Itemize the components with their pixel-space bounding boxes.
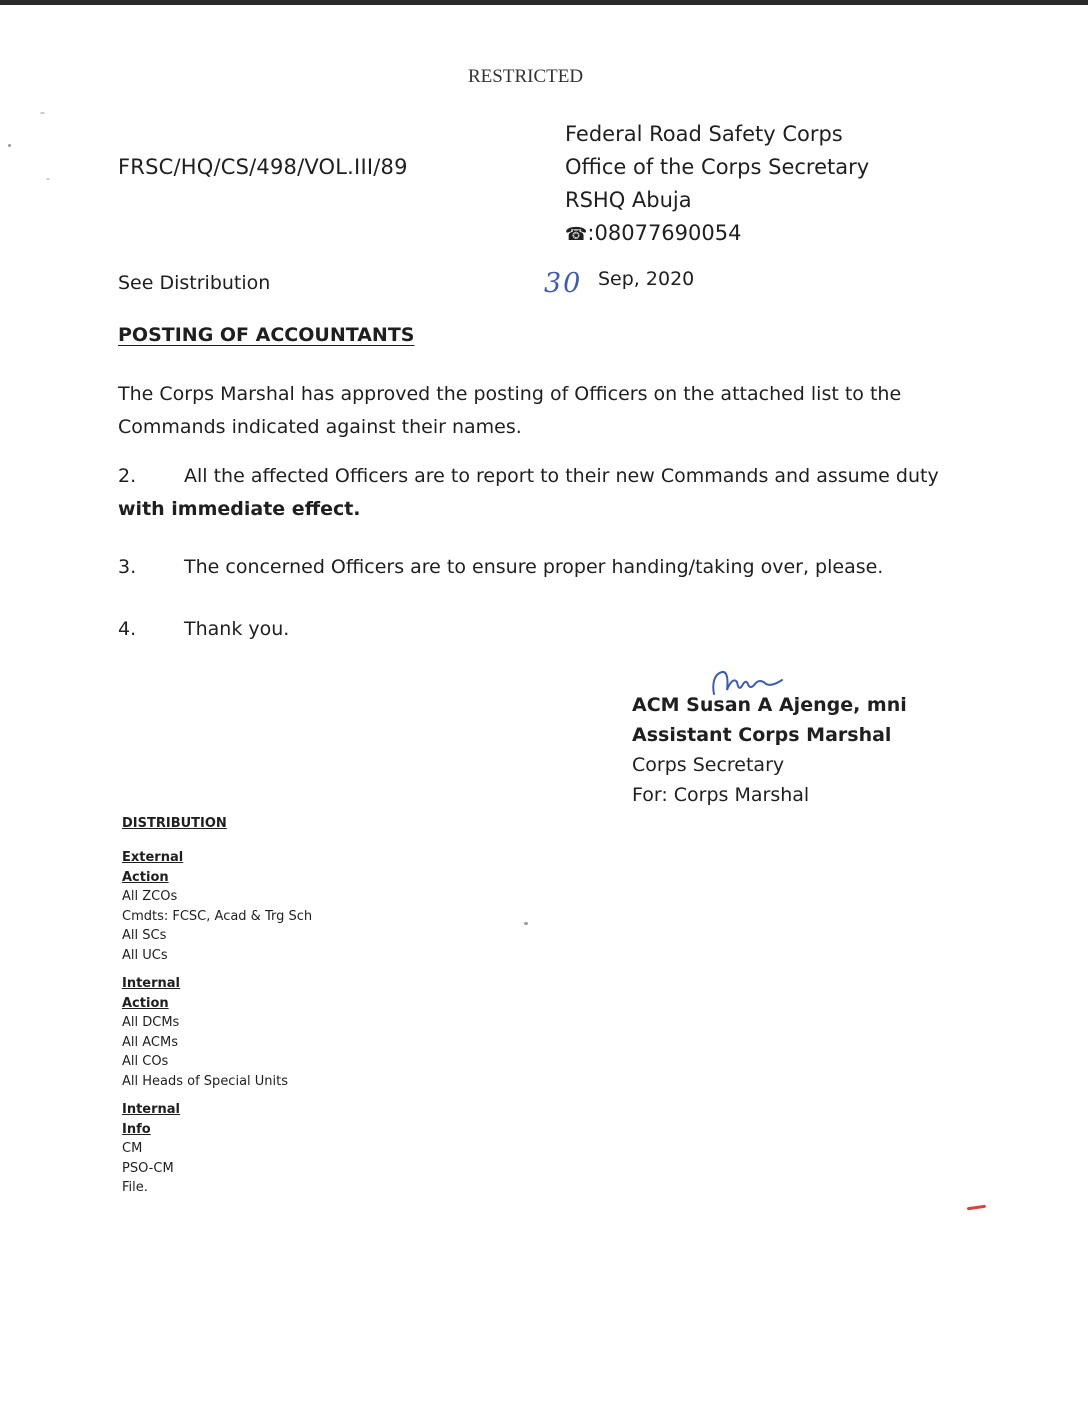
address-line-location: RSHQ Abuja [565, 188, 692, 212]
distribution-internal-info [122, 1100, 180, 1198]
scan-speck [46, 178, 50, 180]
signatory-name: ACM Susan A Ajenge, mni [632, 694, 907, 716]
paragraph-number: 4. [118, 618, 137, 640]
distribution-item: All DCMs [122, 1015, 180, 1030]
distribution-item: All UCs [122, 947, 168, 963]
distribution-item: Cmdts: FCSC, Acad & Trg Sch [122, 908, 313, 924]
signatory-position: Corps Secretary [632, 754, 785, 776]
reference-number: FRSC/HQ/CS/498/VOL.III/89 [118, 155, 408, 179]
address-line-office: Office of the Corps Secretary [565, 155, 870, 179]
paragraph-text: The concerned Officers are to ensure proper handing/taking over, please. [184, 556, 884, 578]
group-subheading: Action [122, 995, 169, 1011]
distribution-item: All Heads of Special Units [122, 1073, 289, 1089]
address-line-org: Federal Road Safety Corps [565, 122, 843, 146]
distribution-item: All SCs [122, 928, 167, 943]
address-line-phone [565, 217, 869, 251]
distribution-item: PSO-CM [122, 1160, 174, 1176]
group-heading: External [122, 850, 184, 865]
scan-speck [40, 112, 45, 114]
group-heading: Internal [122, 1102, 181, 1117]
subject-heading: POSTING OF ACCOUNTANTS [118, 324, 415, 346]
signature-block [632, 690, 907, 810]
scan-speck [8, 144, 11, 147]
paragraph-4 [118, 613, 958, 646]
distribution-item: CM [122, 1141, 143, 1156]
distribution-external-action [122, 848, 312, 965]
distribution-item: File. [122, 1180, 148, 1195]
addressee: See Distribution [118, 272, 271, 294]
distribution-item: All ZCOs [122, 889, 178, 904]
paragraph-3 [118, 551, 958, 584]
distribution-item: All ACMs [122, 1034, 178, 1050]
telephone-icon: ☎ [565, 224, 588, 245]
distribution-internal-action [122, 974, 288, 1091]
paragraph-number: 3. [118, 556, 137, 578]
classification-label: RESTRICTED [468, 66, 584, 87]
paragraph-1: The Corps Marshal has approved the posting of Officers on the attached list to the Commands indicated against their names. [118, 383, 902, 438]
distribution-item: All COs [122, 1054, 169, 1069]
scan-speck [524, 922, 528, 925]
paragraph-text: Thank you. [184, 618, 290, 640]
group-subheading: Info [122, 1121, 151, 1137]
emphasis-text: with immediate effect. [118, 498, 361, 520]
sender-address [565, 118, 869, 251]
group-heading: Internal [122, 976, 181, 991]
scan-top-edge [0, 0, 1088, 5]
paragraph-number: 2. [118, 465, 137, 487]
signatory-for: For: Corps Marshal [632, 784, 810, 806]
signatory-rank: Assistant Corps Marshal [632, 724, 892, 746]
red-pen-mark [967, 1205, 986, 1211]
distribution-title: DISTRIBUTION [122, 816, 227, 831]
date-month-year: Sep, 2020 [598, 268, 695, 290]
phone-number: :08077690054 [587, 221, 742, 245]
paragraph-text: All the affected Officers are to report to their new Commands and assume duty [184, 465, 939, 487]
handwritten-date-day: 30 [544, 268, 583, 299]
paragraph-2 [118, 460, 958, 526]
group-subheading: Action [122, 869, 169, 885]
